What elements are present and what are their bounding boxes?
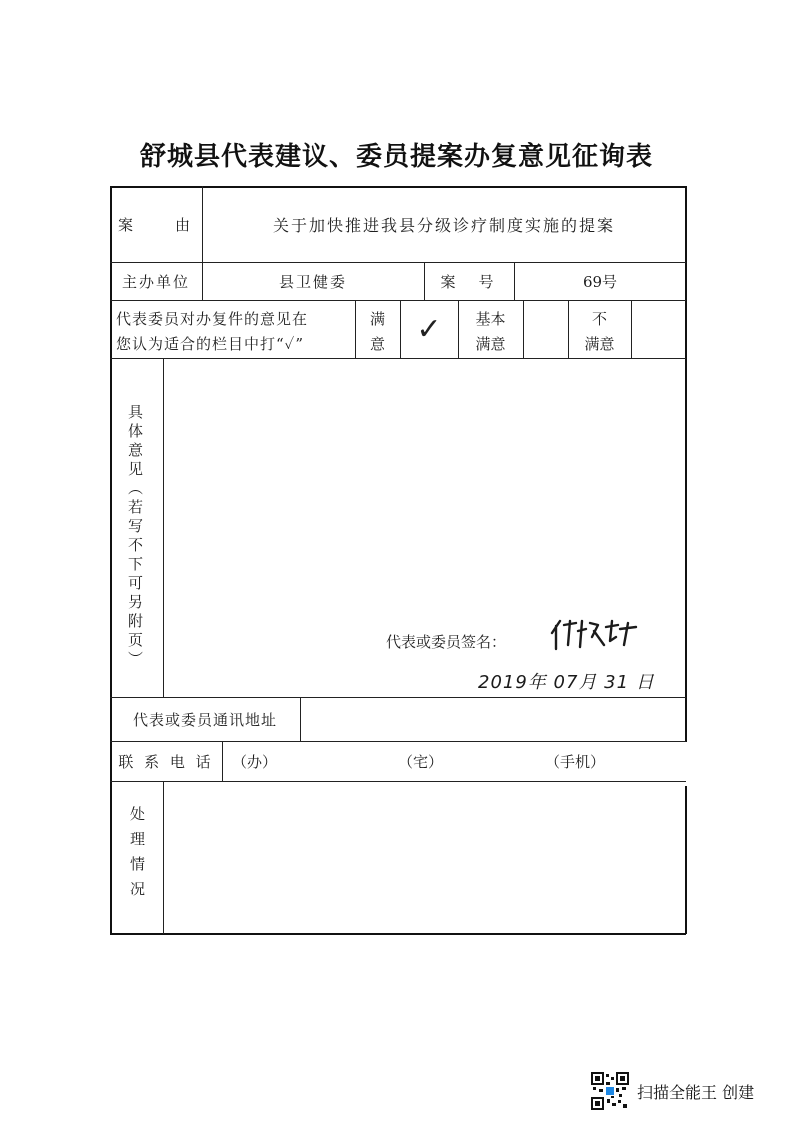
- basic-satisfied-label-line-1: 基本: [475, 310, 506, 328]
- phone-home-label: （宅）: [398, 752, 444, 771]
- handling-label: 处理情况: [128, 806, 146, 906]
- opinion-prompt-line-1: 代表委员对办复件的意见在: [116, 310, 309, 328]
- unsatisfied-label-line-2: 满意: [584, 335, 615, 353]
- phone-mobile-label: （手机）: [545, 752, 606, 771]
- signature-image: [546, 615, 641, 653]
- unsatisfied-label-line-1: 不: [591, 310, 607, 328]
- basic-satisfied-checkbox[interactable]: [523, 300, 568, 358]
- satisfied-label-line-2: 意: [369, 335, 385, 353]
- phone-office-label: （办）: [232, 752, 278, 771]
- satisfied-checkbox[interactable]: [400, 300, 458, 358]
- watermark-label: 扫描全能王 创建: [637, 1082, 755, 1102]
- qr-code-icon: [591, 1072, 629, 1110]
- unsatisfied-checkbox[interactable]: [631, 300, 685, 358]
- opinion-label: 具体意见（若写不下可另附页）: [126, 404, 144, 670]
- satisfied-label-line-1: 满: [369, 310, 385, 328]
- check-mark-icon: ✓: [416, 311, 442, 347]
- address-label: 代表或委员通讯地址: [132, 710, 277, 729]
- handling-area[interactable]: [165, 783, 683, 931]
- address-field[interactable]: [301, 699, 684, 739]
- case-number-label: 案 号: [440, 272, 498, 291]
- signature-date: 2019年 07月 31 日: [478, 672, 655, 693]
- host-unit-value: 县卫健委: [278, 272, 347, 291]
- case-reason-value: 关于加快推进我县分级诊疗制度实施的提案: [272, 215, 615, 235]
- phone-label: 联 系 电 话: [118, 752, 214, 771]
- signature: [546, 615, 641, 657]
- case-reason-label: 案 由: [117, 215, 194, 234]
- host-unit-label: 主办单位: [121, 272, 190, 291]
- opinion-textarea[interactable]: [165, 360, 683, 620]
- page-title: 舒城县代表建议、委员提案办复意见征询表: [139, 142, 653, 172]
- scanner-watermark: [591, 1072, 754, 1110]
- case-number-value: 69号: [582, 272, 618, 291]
- opinion-prompt-line-2: 您认为适合的栏目中打“✓”: [116, 335, 305, 353]
- signature-label: 代表或委员签名：: [386, 633, 507, 651]
- basic-satisfied-label-line-2: 满意: [475, 335, 506, 353]
